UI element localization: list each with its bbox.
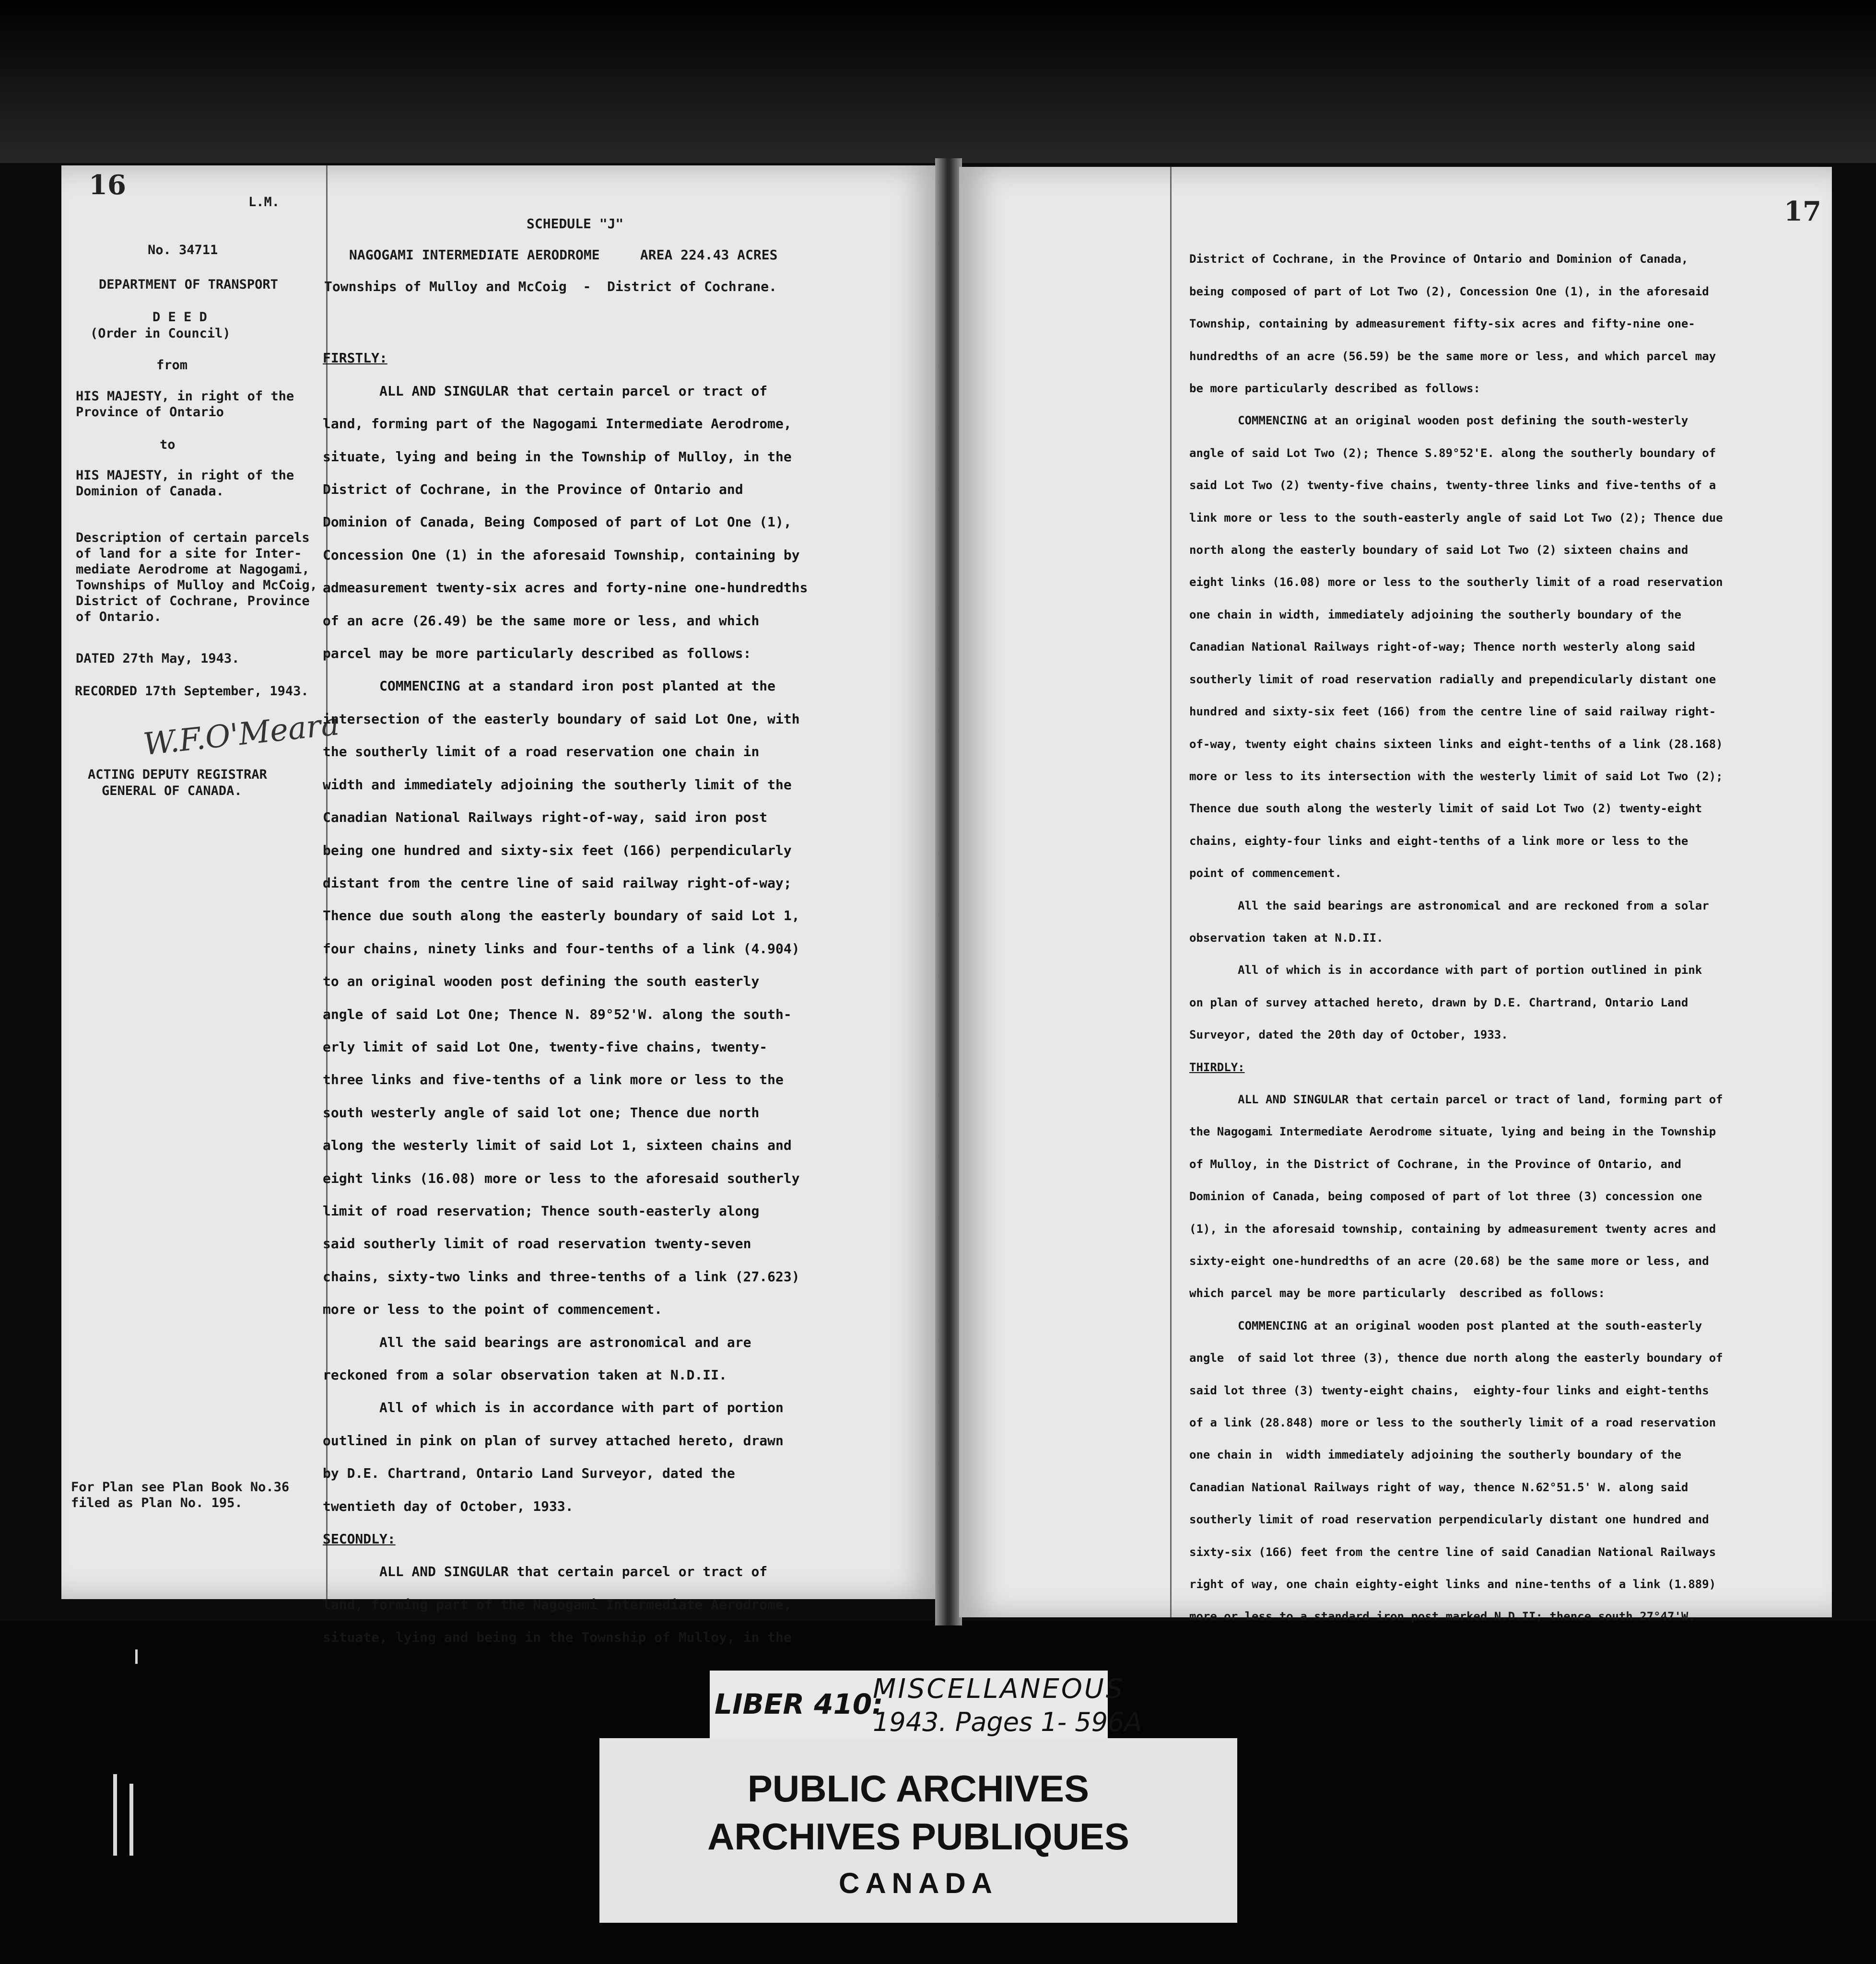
text-line: south westerly angle of said lot one; Thence due north — [323, 1104, 760, 1121]
sidebar-line: L.M. — [248, 195, 280, 210]
text-line: Canadian National Railways right of way, thence N.62°51.5' W. along said — [1189, 1480, 1688, 1494]
sidebar-line: mediate Aerodrome at Nagogami, — [76, 562, 310, 577]
sidebar-line: to — [160, 437, 176, 452]
liber-title: MISCELLANEOUS — [873, 1673, 1125, 1705]
deed-text-right — [1189, 211, 1723, 1633]
sidebar-line: (Order in Council) — [90, 326, 231, 341]
aerodrome-heading: NAGOGAMI INTERMEDIATE AERODROME AREA 224.43 ACRES — [349, 247, 778, 263]
text-line: more or less to its intersection with the westerly limit of said Lot Two (2); — [1189, 769, 1723, 783]
text-line: angle of said lot three (3), thence due north along the easterly boundary of — [1189, 1351, 1723, 1365]
text-line: erly limit of said Lot One, twenty-five chains, twenty- — [323, 1039, 768, 1055]
text-line: All the said bearings are astronomical and are reckoned from a solar — [1189, 899, 1709, 912]
liber-number: LIBER 410: — [715, 1688, 883, 1720]
text-line: angle of said Lot One; Thence N. 89°52'W. along the south- — [323, 1006, 792, 1022]
film-frame-top — [0, 0, 1876, 163]
text-line: situate, lying and being in the Township of Mulloy, in the — [323, 1629, 792, 1646]
text-line: Thence due south along the westerly limit of said Lot Two (2) twenty-eight — [1189, 802, 1702, 816]
text-line: of a link (28.848) more or less to the southerly limit of a road reservation — [1189, 1416, 1716, 1430]
text-line: of an acre (26.49) be the same more or less, and which — [323, 612, 760, 629]
text-line: land, forming part of the Nagogami Intermediate Aerodrome, — [323, 1596, 792, 1613]
text-line: District of Cochrane, in the Province of Ontario and — [323, 481, 743, 498]
section-heading: SECONDLY: — [323, 1531, 396, 1547]
text-line: which parcel may be more particularly described as follows: — [1189, 1286, 1605, 1300]
text-line: more or less to the point of commencement. — [323, 1301, 663, 1318]
section-heading: THIRDLY: — [1189, 1060, 1245, 1074]
film-mark — [113, 1774, 117, 1856]
text-line: by D.E. Chartrand, Ontario Land Surveyor, dated the — [323, 1465, 735, 1482]
sidebar-line: GENERAL OF CANADA. — [102, 783, 242, 798]
text-line: angle of said Lot Two (2); Thence S.89°52'E. along the southerly boundary of — [1189, 446, 1716, 460]
text-line: All the said bearings are astronomical and are — [323, 1334, 751, 1350]
liber-tag — [710, 1671, 1142, 1742]
text-line: All of which is in accordance with part of portion — [323, 1400, 784, 1416]
left-page — [61, 165, 939, 1646]
text-line: distant from the centre line of said railway right-of-way; — [323, 875, 792, 891]
sidebar-line: HIS MAJESTY, in right of the — [76, 468, 294, 483]
text-line: Surveyor, dated the 20th day of October, 1933. — [1189, 1028, 1508, 1042]
sidebar-line: from — [156, 358, 188, 373]
archive-card-title-en: PUBLIC ARCHIVES — [747, 1767, 1090, 1810]
sidebar-line: of land for a site for Inter- — [76, 546, 302, 561]
text-line: observation taken at N.D.II. — [1189, 931, 1384, 945]
right-page — [959, 167, 1832, 1624]
text-line: Thence due south along the easterly boundary of said Lot 1, — [323, 908, 800, 924]
text-line: twentieth day of October, 1933. — [323, 1498, 574, 1514]
sidebar-line: For Plan see Plan Book No.36 — [71, 1480, 290, 1495]
archive-card — [599, 1738, 1237, 1923]
townships-heading: Townships of Mulloy and McCoig - District of Cochrane. — [324, 279, 777, 294]
text-line: reckoned from a solar observation taken at N.D.II. — [323, 1367, 727, 1383]
text-line: Dominion of Canada, Being Composed of part of Lot One (1), — [323, 514, 792, 530]
text-line: situate, lying and being in the Township of Mulloy, in the — [323, 448, 792, 465]
page-number: 16 — [89, 169, 126, 201]
text-line: eight links (16.08) more or less to the aforesaid southerly — [323, 1170, 800, 1186]
text-line: Canadian National Railways right-of-way; Thence north westerly along said — [1189, 640, 1695, 654]
deed-text-left — [323, 309, 808, 1654]
text-line: being one hundred and sixty-six feet (166) perpendicularly — [323, 842, 792, 858]
text-line: ALL AND SINGULAR that certain parcel or tract of land, forming part of — [1189, 1092, 1723, 1106]
text-line: admeasurement twenty-six acres and forty-nine one-hundredths — [323, 580, 808, 596]
page-number: 17 — [1784, 196, 1821, 227]
sidebar-line: ACTING DEPUTY REGISTRAR — [88, 767, 267, 782]
liber-pages: 1943. Pages 1- 596A — [873, 1707, 1142, 1737]
text-line: intersection of the easterly boundary of said Lot One, with — [323, 711, 800, 727]
archive-card-country: CANADA — [839, 1867, 998, 1899]
text-line: sixty-eight one-hundredths of an acre (20.68) be the same more or less, and — [1189, 1254, 1709, 1268]
text-line: ALL AND SINGULAR that certain parcel or tract of — [323, 1564, 768, 1580]
text-line: COMMENCING at an original wooden post defining the south-westerly — [1189, 414, 1688, 428]
text-line: one chain in width immediately adjoining the southerly boundary of the — [1189, 1448, 1681, 1462]
sidebar-line: D E E D — [152, 310, 207, 325]
text-line: north along the easterly boundary of said Lot Two (2) sixteen chains and — [1189, 543, 1688, 557]
text-line: southerly limit of road reservation perpendicularly distant one hundred and — [1189, 1513, 1709, 1527]
text-line: being composed of part of Lot Two (2), Concession One (1), in the aforesaid — [1189, 284, 1709, 298]
text-line: ALL AND SINGULAR that certain parcel or tract of — [323, 383, 768, 399]
sidebar-line: No. 34711 — [148, 243, 218, 257]
text-line: (1), in the aforesaid township, containing by admeasurement twenty acres and — [1189, 1222, 1716, 1236]
text-line: eight links (16.08) more or less to the southerly limit of a road reservation — [1189, 575, 1723, 589]
text-line: Concession One (1) in the aforesaid Township, containing by — [323, 547, 800, 563]
text-line: limit of road reservation; Thence south-easterly along — [323, 1203, 760, 1219]
film-mark — [129, 1784, 133, 1856]
text-line: of-way, twenty eight chains sixteen links and eight-tenths of a link (28.168) — [1189, 737, 1723, 751]
text-line: right of way, one chain eighty-eight links and nine-tenths of a link (1.889) — [1189, 1578, 1716, 1591]
schedule-heading: SCHEDULE "J" — [527, 216, 624, 232]
text-line: three links and five-tenths of a link more or less to the — [323, 1072, 784, 1088]
sidebar-line: DEPARTMENT OF TRANSPORT — [99, 277, 278, 292]
text-line: the Nagogami Intermediate Aerodrome situate, lying and being in the Township — [1189, 1125, 1716, 1139]
sidebar-line: filed as Plan No. 195. — [71, 1496, 243, 1510]
text-line: said lot three (3) twenty-eight chains, eighty-four links and eight-tenths — [1189, 1383, 1709, 1397]
section-heading: FIRSTLY: — [323, 350, 387, 366]
text-line: more or less to a standard iron post marked N.D.II; thence south 27°47'W. — [1189, 1610, 1695, 1624]
sidebar-line: Description of certain parcels — [76, 530, 310, 545]
registrar-signature: W.F.O'Meara — [141, 706, 341, 763]
text-line: hundredths of an acre (56.59) be the same more or less, and which parcel may — [1189, 349, 1716, 363]
text-line: said southerly limit of road reservation twenty-seven — [323, 1236, 751, 1252]
sidebar-line: Townships of Mulloy and McCoig, — [76, 578, 317, 593]
sidebar-line: of Ontario. — [76, 609, 162, 624]
text-line: link more or less to the south-easterly angle of said Lot Two (2); Thence due — [1189, 511, 1723, 525]
text-line: be more particularly described as follows: — [1189, 382, 1480, 396]
sidebar-line: HIS MAJESTY, in right of the — [76, 389, 294, 404]
text-line: four chains, ninety links and four-tenths of a link (4.904) — [323, 940, 800, 957]
sidebar-line: District of Cochrane, Province — [76, 594, 310, 608]
text-line: Canadian National Railways right-of-way, said iron post — [323, 809, 768, 826]
book-gutter — [935, 158, 962, 1625]
text-line: said Lot Two (2) twenty-five chains, twenty-three links and five-tenths of a — [1189, 479, 1716, 492]
margin-rule — [1170, 167, 1172, 1617]
text-line: Township, containing by admeasurement fifty-six acres and fifty-nine one- — [1189, 317, 1695, 331]
text-line: land, forming part of the Nagogami Intermediate Aerodrome, — [323, 416, 792, 432]
text-line: Dominion of Canada, being composed of part of lot three (3) concession one — [1189, 1190, 1702, 1204]
text-line: chains, sixty-two links and three-tenths of a link (27.623) — [323, 1268, 800, 1285]
sidebar-line: DATED 27th May, 1943. — [76, 651, 240, 666]
text-line: chains, eighty-four links and eight-tenths of a link more or less to the — [1189, 834, 1688, 848]
text-line: on plan of survey attached hereto, drawn by D.E. Chartrand, Ontario Land — [1189, 995, 1688, 1009]
text-line: sixty-six (166) feet from the centre line of said Canadian National Railways — [1189, 1545, 1716, 1559]
text-line: All of which is in accordance with part of portion outlined in pink — [1189, 963, 1702, 977]
text-line: COMMENCING at an original wooden post planted at the south-easterly — [1189, 1319, 1702, 1333]
text-line: hundred and sixty-six feet (166) from the centre line of said railway right- — [1189, 705, 1716, 719]
archive-card-title-fr: ARCHIVES PUBLIQUES — [707, 1815, 1129, 1858]
text-line: of Mulloy, in the District of Cochrane, in the Province of Ontario, and — [1189, 1157, 1681, 1171]
text-line: width and immediately adjoining the southerly limit of the — [323, 776, 792, 793]
text-line: along the westerly limit of said Lot 1, sixteen chains and — [323, 1137, 792, 1154]
film-mark — [135, 1649, 138, 1664]
sidebar-line: Dominion of Canada. — [76, 484, 224, 499]
text-line: District of Cochrane, in the Province of Ontario and Dominion of Canada, — [1189, 252, 1688, 266]
text-line: to an original wooden post defining the south easterly — [323, 973, 760, 990]
text-line: one chain in width, immediately adjoining the southerly boundary of the — [1189, 608, 1681, 621]
text-line: COMMENCING at a standard iron post planted at the — [323, 678, 776, 694]
text-line: point of commencement. — [1189, 866, 1342, 880]
sidebar-line: RECORDED 17th September, 1943. — [75, 684, 309, 699]
sidebar-line: Province of Ontario — [76, 405, 224, 420]
text-line: outlined in pink on plan of survey attached hereto, drawn — [323, 1432, 784, 1449]
text-line: parcel may be more particularly described as follows: — [323, 645, 751, 662]
text-line: southerly limit of road reservation radially and prependicularly distant one — [1189, 672, 1716, 686]
text-line: the southerly limit of a road reservation one chain in — [323, 744, 760, 760]
